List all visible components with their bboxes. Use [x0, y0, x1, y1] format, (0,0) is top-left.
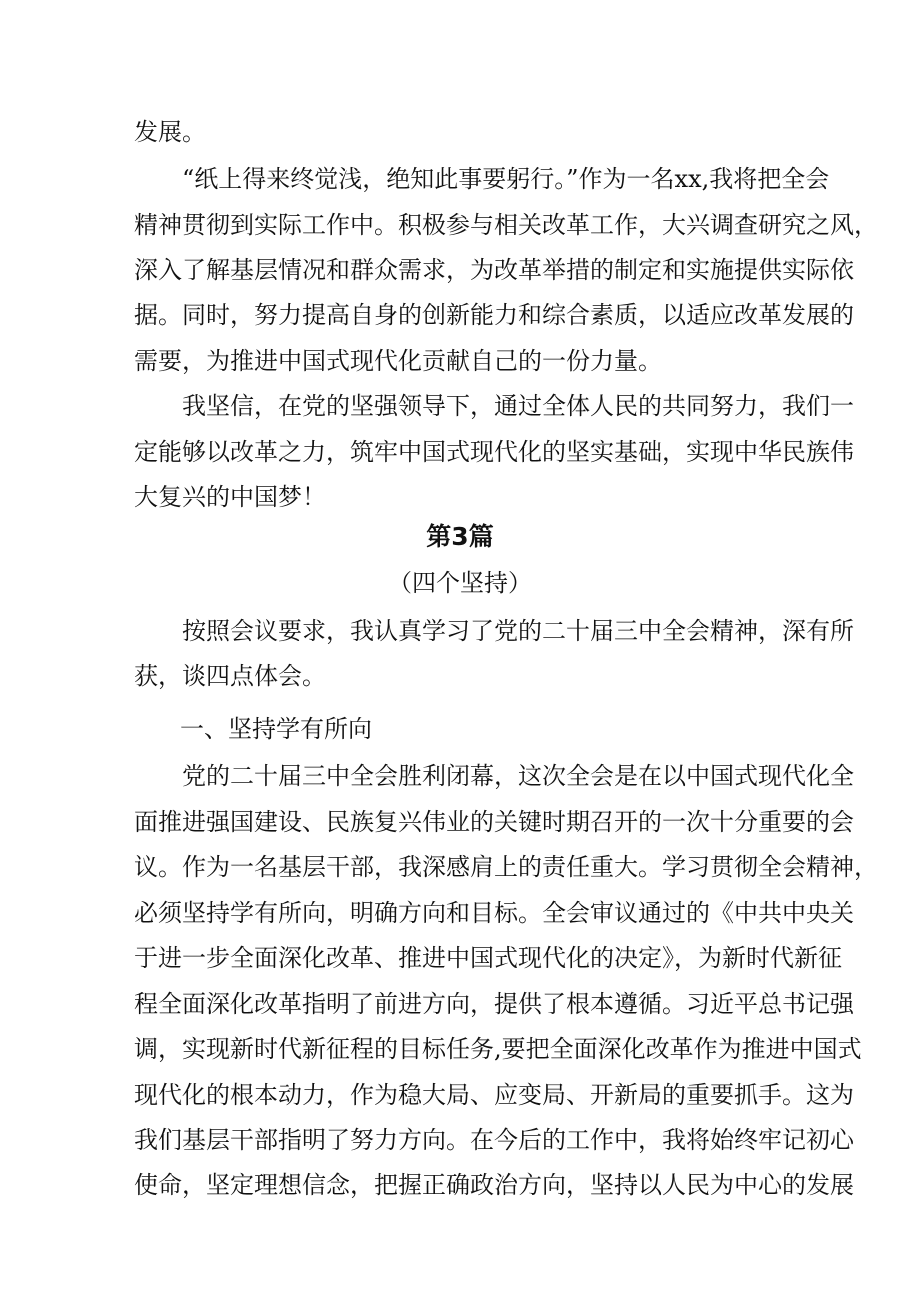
paragraph-line: “纸上得来终觉浅，绝知此事要躬行。”作为一名xx,我将把全会: [182, 165, 830, 193]
paragraph-line: 获，谈四点体会。: [134, 662, 326, 690]
article-subtitle: （四个坚持）: [388, 569, 532, 597]
paragraph-line: 我坚信，在党的坚强领导下，通过全体人民的共同努力，我们一: [182, 392, 854, 420]
section-heading: 一、坚持学有所向: [180, 715, 372, 743]
paragraph-line: 大复兴的中国梦！: [134, 483, 326, 511]
paragraph-line: 精神贯彻到实际工作中。积极参与相关改革工作，大兴调查研究之风，: [134, 211, 878, 239]
paragraph-line: 据。同时，努力提高自身的创新能力和综合素质，以适应改革发展的: [134, 301, 854, 329]
paragraph-line: 现代化的根本动力，作为稳大局、应变局、开新局的重要抓手。这为: [134, 1081, 854, 1109]
paragraph-line: 使命，坚定理想信念，把握正确政治方向，坚持以人民为中心的发展: [134, 1171, 854, 1199]
paragraph-line: 定能够以改革之力，筑牢中国式现代化的坚实基础，实现中华民族伟: [134, 438, 854, 466]
paragraph-line: 需要，为推进中国式现代化贡献自己的一份力量。: [134, 347, 662, 375]
paragraph-line: 深入了解基层情况和群众需求，为改革举措的制定和实施提供实际依: [134, 256, 854, 284]
paragraph-line: 程全面深化改革指明了前进方向，提供了根本遵循。习近平总书记强: [134, 990, 854, 1018]
paragraph-line: 议。作为一名基层干部，我深感肩上的责任重大。学习贯彻全会精神，: [134, 853, 878, 881]
paragraph-line: 按照会议要求，我认真学习了党的二十届三中全会精神，深有所: [182, 617, 854, 645]
paragraph-line: 必须坚持学有所向，明确方向和目标。全会审议通过的《中共中央关: [134, 899, 854, 927]
paragraph-line: 发展。: [134, 118, 206, 146]
paragraph-line: 调，实现新时代新征程的目标任务,要把全面深化改革作为推进中国式: [134, 1035, 862, 1063]
paragraph-line: 面推进强国建设、民族复兴伟业的关键时期召开的一次十分重要的会: [134, 808, 854, 836]
article-title: 第3篇: [426, 522, 494, 551]
paragraph-line: 我们基层干部指明了努力方向。在今后的工作中，我将始终牢记初心: [134, 1126, 854, 1154]
paragraph-line: 党的二十届三中全会胜利闭幕，这次全会是在以中国式现代化全: [182, 762, 854, 790]
paragraph-line: 于进一步全面深化改革、推进中国式现代化的决定》，为新时代新征: [134, 944, 842, 972]
